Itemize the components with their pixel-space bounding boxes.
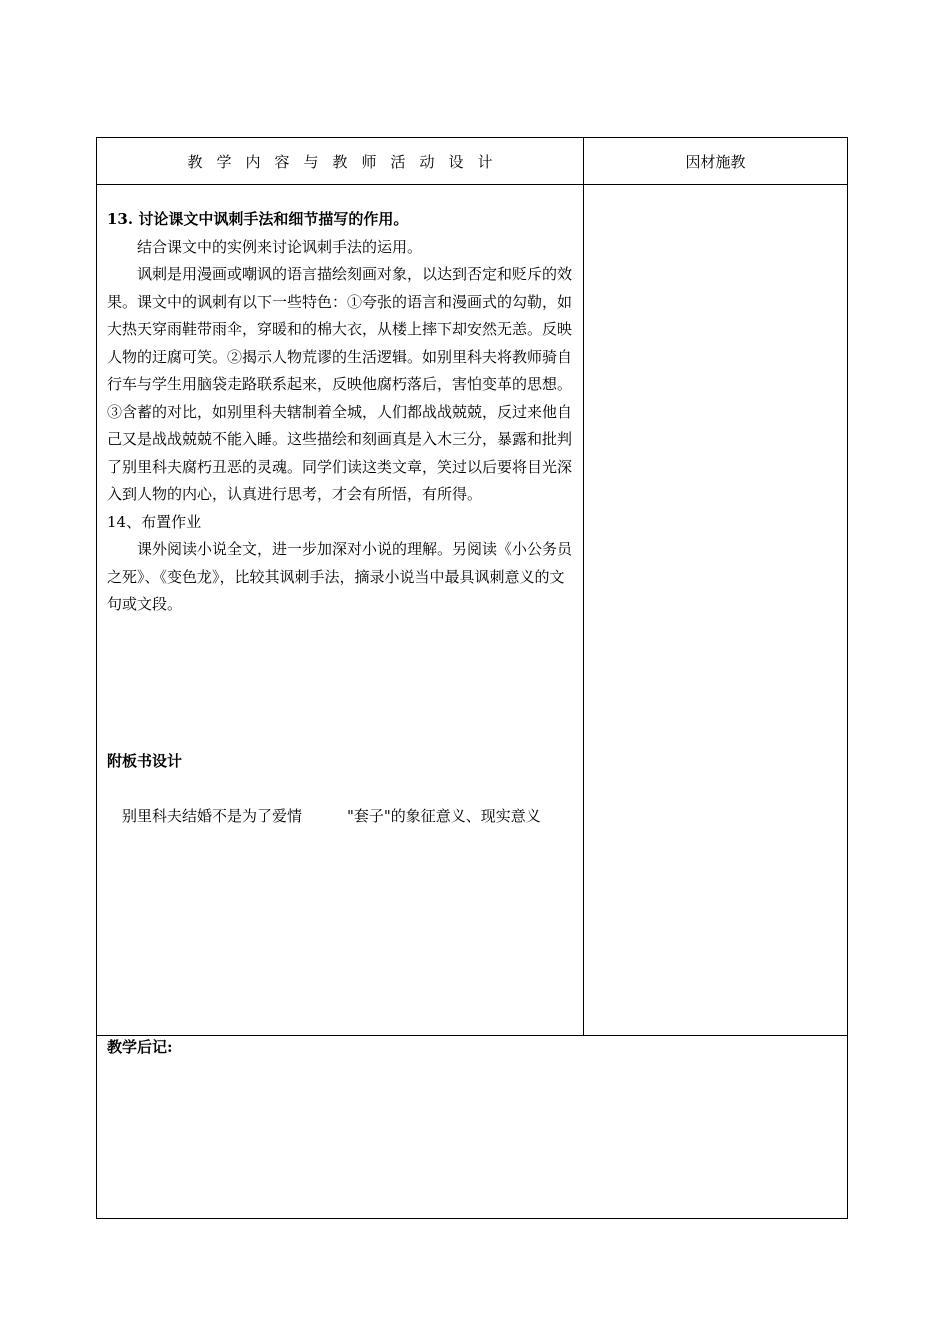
postscript-label: 教学后记: bbox=[107, 1038, 173, 1056]
header-individualized-teaching: 因材施教 bbox=[685, 152, 746, 171]
lesson-plan-table bbox=[96, 137, 848, 1219]
item-14-title: 14、布置作业 bbox=[107, 512, 202, 531]
teaching-content bbox=[107, 206, 575, 619]
item-13-title: 13. 讨论课文中讽刺手法和细节描写的作用。 bbox=[107, 210, 409, 228]
postscript-divider bbox=[97, 1035, 847, 1036]
header-divider bbox=[97, 184, 847, 185]
item-14-body: 课外阅读小说全文，进一步加深对小说的理解。另阅读《小公务员之死》、《变色龙》，比较其讽刺手法，摘录小说当中最具讽刺意义的文句或文段。 bbox=[107, 540, 573, 613]
board-design-line: 别里科夫结婚不是为了爱情 "套子"的象征意义、现实意义 bbox=[107, 807, 541, 825]
item-13-intro: 结合课文中的实例来讨论讽刺手法的运用。 bbox=[137, 237, 423, 256]
item-13-body: 讽刺是用漫画或嘲讽的语言描绘刻画对象，以达到否定和贬斥的效果。课文中的讽刺有以下一些特色：①夸张的语言和漫画式的勾勒，如大热天穿雨鞋带雨伞，穿暖和的棉大衣，从楼上摔下却安然无恙。反映人物的迂腐可笑。②揭示人物荒谬的生活逻辑。如别里科夫将教师骑自行车与学生用脑袋走路联系起来，反映他腐朽落后，害怕变革的思想。③含蓄的对比，如别里科夫辖制着全城，人们都战战兢兢，反过来他自己又是战战兢兢不能入睡。这些描绘和刻画真是入木三分，暴露和批判了别里科夫腐朽丑恶的灵魂。同学们读这类文章，笑过以后要将目光深入到人物的内心，认真进行思考，才会有所悟，有所得。 bbox=[107, 265, 573, 503]
header-teaching-content: 教学内容与教师活动设计 bbox=[187, 152, 507, 171]
column-divider bbox=[583, 138, 584, 1036]
board-design-title: 附板书设计 bbox=[107, 752, 183, 770]
